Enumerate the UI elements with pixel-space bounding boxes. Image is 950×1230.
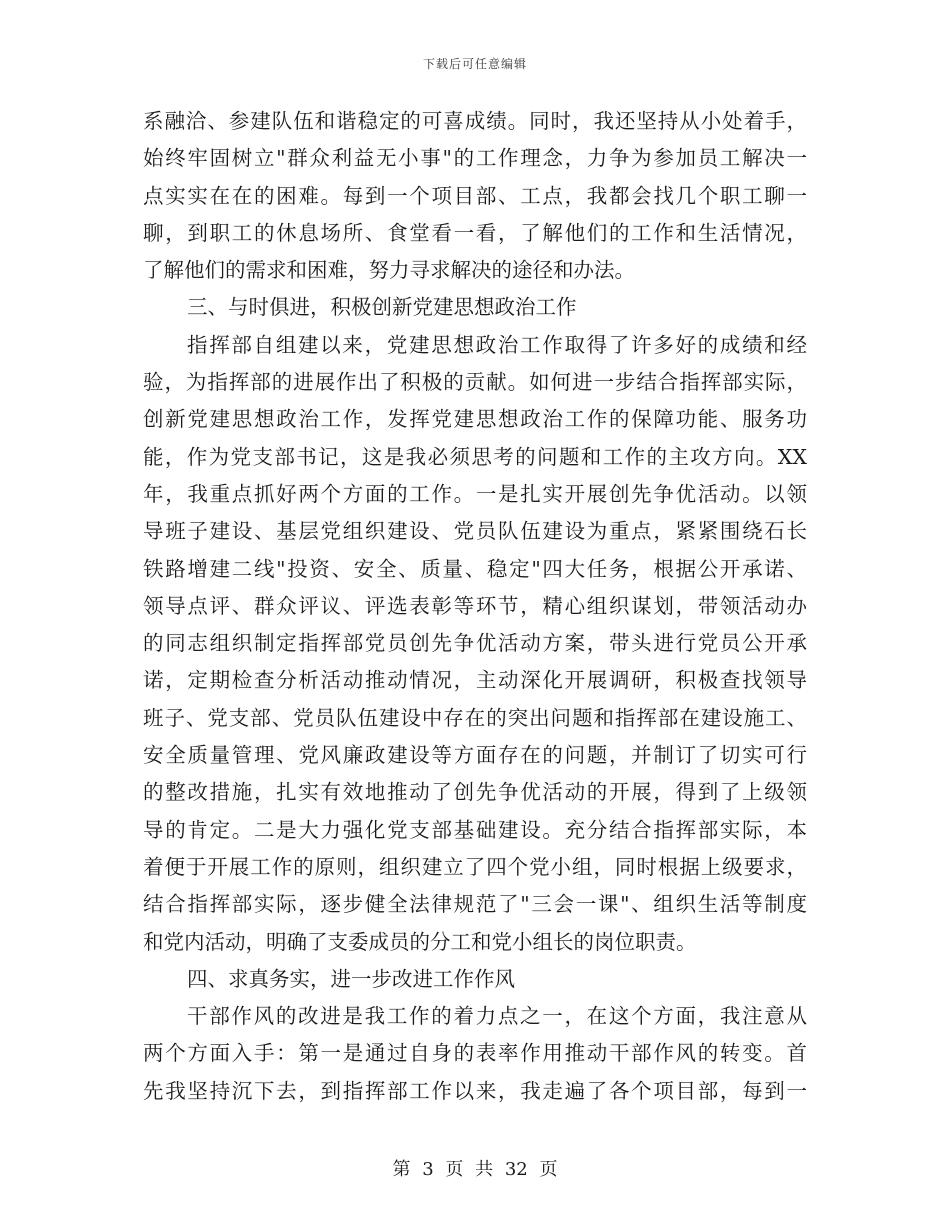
text-line: 创新党建思想政治工作，发挥党建思想政治工作的保障功能、服务功 bbox=[143, 407, 807, 432]
section-heading: 三、与时俱进，积极创新党建思想政治工作 bbox=[187, 295, 577, 320]
page-header: 下载后可任意编辑 bbox=[422, 57, 527, 71]
section-heading: 四、求真务实，进一步改进工作作风 bbox=[187, 966, 515, 991]
text-line: 诺，定期检查分析活动推动情况，主动深化开展调研，积极查找领导 bbox=[143, 668, 807, 693]
text-line: 导班子建设、基层党组织建设、党员队伍建设为重点，紧紧围绕石长 bbox=[143, 519, 807, 544]
text-line: 领导点评、群众评议、评选表彰等环节，精心组织谋划，带领活动办 bbox=[143, 593, 807, 618]
text-line: 点实实在在的困难。每到一个项目部、工点，我都会找几个职工聊一 bbox=[143, 183, 807, 208]
text-line: 和党内活动，明确了支委成员的分工和党小组长的岗位职责。 bbox=[143, 929, 697, 954]
text-line: 导的肯定。二是大力强化党支部基础建设。充分结合指挥部实际，本 bbox=[143, 817, 807, 842]
text-line: 年，我重点抓好两个方面的工作。一是扎实开展创先争优活动。以领 bbox=[143, 481, 807, 506]
document-body bbox=[143, 103, 807, 1110]
text-line: 班子、党支部、党员队伍建设中存在的突出问题和指挥部在建设施工、 bbox=[143, 705, 807, 730]
page-number-footer: 第 3 页 共 32 页 bbox=[392, 1159, 558, 1180]
text-line: 的整改措施，扎实有效地推动了创先争优活动的开展，得到了上级领 bbox=[143, 780, 807, 805]
text-line: 能，作为党支部书记，这是我必须思考的问题和工作的主攻方向。XX bbox=[143, 444, 807, 469]
text-line: 先我坚持沉下去，到指挥部工作以来，我走遍了各个项目部，每到一 bbox=[143, 1078, 807, 1103]
text-line: 的同志组织制定指挥部党员创先争优活动方案，带头进行党员公开承 bbox=[143, 631, 807, 656]
text-line: 系融洽、参建队伍和谐稳定的可喜成绩。同时，我还坚持从小处着手， bbox=[143, 109, 807, 133]
text-line: 安全质量管理、党风廉政建设等方面存在的问题，并制订了切实可行 bbox=[143, 743, 807, 768]
text-line: 聊，到职工的休息场所、食堂看一看，了解他们的工作和生活情况， bbox=[143, 220, 807, 245]
paragraph-start: 干部作风的改进是我工作的着力点之一，在这个方面，我注意从 bbox=[187, 1004, 807, 1029]
text-line: 验，为指挥部的进展作出了积极的贡献。如何进一步结合指挥部实际， bbox=[143, 370, 807, 395]
text-line: 结合指挥部实际，逐步健全法律规范了"三会一课"、组织生活等制度 bbox=[143, 892, 807, 917]
text-line: 了解他们的需求和困难，努力寻求解决的途径和办法。 bbox=[143, 258, 635, 283]
text-line: 始终牢固树立"群众利益无小事"的工作理念，力争为参加员工解决一 bbox=[143, 146, 807, 171]
paragraph-start: 指挥部自组建以来，党建思想政治工作取得了许多好的成绩和经 bbox=[187, 332, 807, 357]
text-line: 两个方面入手：第一是通过自身的表率作用推动干部作风的转变。首 bbox=[143, 1041, 807, 1066]
text-line: 铁路增建二线"投资、安全、质量、稳定"四大任务，根据公开承诺、 bbox=[143, 556, 807, 581]
text-line: 着便于开展工作的原则，组织建立了四个党小组，同时根据上级要求， bbox=[143, 854, 807, 879]
